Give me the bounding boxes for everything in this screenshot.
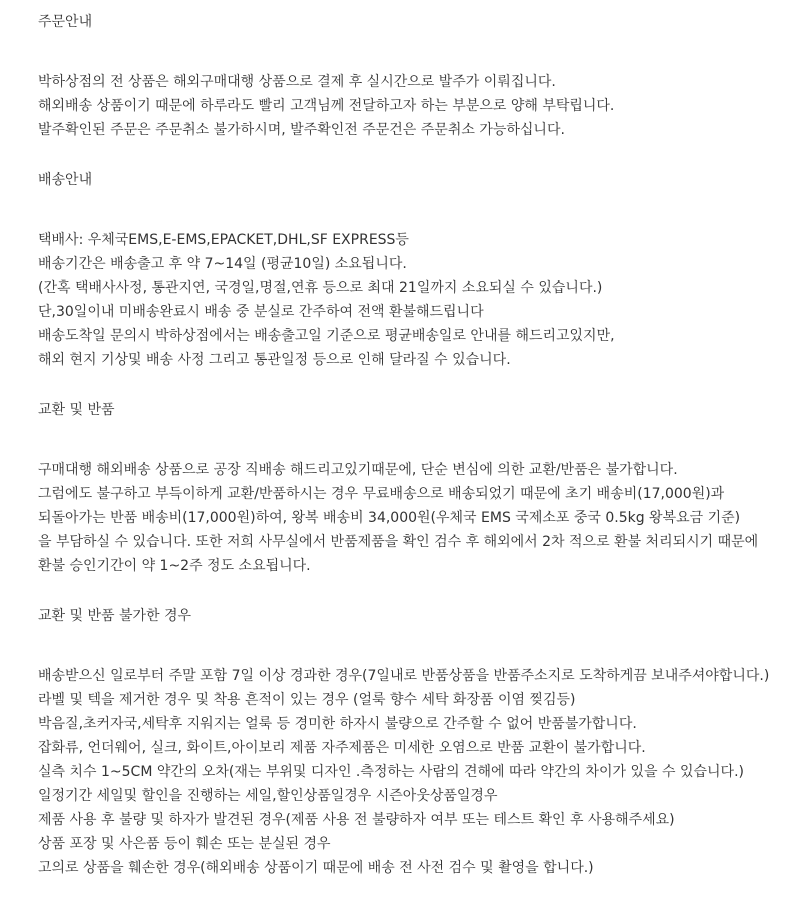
shipping-info-line: (간혹 택배사사정, 통관지연, 국경일,명절,연휴 등으로 최대 21일까지 소요되실 수 있습니다.)	[38, 280, 603, 296]
shipping-info-line: 해외 현지 기상및 배송 사정 그리고 통관일정 등으로 인해 달라질 수 있습니다.	[38, 352, 511, 368]
exchange-return-line: 그럼에도 불구하고 부득이하게 교환/반품하시는 경우 무료배송으로 배송되었기 때문에 초기 배송비(17,000원)과	[38, 486, 725, 502]
non-returnable-line: 잡화류, 언더웨어, 실크, 화이트,아이보리 제품 자주제품은 미세한 오염으로 반품 교환이 불가합니다.	[38, 740, 646, 756]
exchange-return-line: 을 부담하실 수 있습니다. 또한 저희 사무실에서 반품제품을 확인 검수 후 해외에서 2차 적으로 환불 처리되시기 때문에	[38, 534, 759, 550]
non-returnable-line: 상품 포장 및 사은품 등이 훼손 또는 분실된 경우	[38, 836, 331, 852]
exchange-return-line: 환불 승인기간이 약 1~2주 정도 소요됩니다.	[38, 558, 311, 574]
non-returnable-line: 라벨 및 텍을 제거한 경우 및 착용 흔적이 있는 경우 (얼룩 향수 세탁 화장품 이염 찢김등)	[38, 692, 576, 708]
order-info-line: 박하상점의 전 상품은 해외구매대행 상품으로 결제 후 실시간으로 발주가 이뤄집니다.	[38, 74, 556, 90]
shipping-info-list	[38, 228, 800, 372]
non-returnable-line: 실측 치수 1~5CM 약간의 오차(재는 부위및 디자인 .측정하는 사람의 견해에 따라 약간의 차이가 있을 수 있습니다.)	[38, 764, 744, 780]
section-title-exchange-return: 교환 및 반품	[38, 402, 115, 418]
order-info-list	[38, 70, 800, 142]
exchange-return-line: 되돌아가는 반품 배송비(17,000원)하여, 왕복 배송비 34,000원(우체국 EMS 국제소포 중국 0.5kg 왕복요금 기준)	[38, 510, 741, 526]
exchange-return-list	[38, 458, 800, 578]
shipping-info-line: 배송도착일 문의시 박하상점에서는 배송출고일 기준으로 평균배송일로 안내를 해드리고있지만,	[38, 328, 615, 344]
section-title-order-info: 주문안내	[38, 14, 93, 30]
section-title-non-returnable: 교환 및 반품 불가한 경우	[38, 608, 192, 624]
non-returnable-line: 제품 사용 후 불량 및 하자가 발견된 경우(제품 사용 전 불량하자 여부 또는 테스트 확인 후 사용해주세요)	[38, 812, 675, 828]
non-returnable-line: 일정기간 세일및 할인을 진행하는 세일,할인상품일경우 시즌아웃상품일경우	[38, 788, 498, 804]
exchange-return-line: 구매대행 해외배송 상품으로 공장 직배송 해드리고있기때문에, 단순 변심에 의한 교환/반품은 불가합니다.	[38, 462, 678, 478]
non-returnable-list	[38, 664, 800, 880]
non-returnable-line: 박음질,초커자국,세탁후 지워지는 얼룩 등 경미한 하자시 불량으로 간주할 수 없어 반품불가합니다.	[38, 716, 637, 732]
shipping-info-line: 택배사: 우체국EMS,E-EMS,EPACKET,DHL,SF EXPRESS등	[38, 232, 409, 248]
shipping-info-line: 단,30일이내 미배송완료시 배송 중 분실로 간주하여 전액 환불해드립니다	[38, 304, 484, 320]
non-returnable-line: 배송받으신 일로부터 주말 포함 7일 이상 경과한 경우(7일내로 반품상품을 반품주소지로 도착하게끔 보내주셔야합니다.)	[38, 668, 770, 684]
order-info-line: 해외배송 상품이기 때문에 하루라도 빨리 고객님께 전달하고자 하는 부분으로 양해 부탁립니다.	[38, 98, 615, 114]
shipping-info-line: 배송기간은 배송출고 후 약 7~14일 (평균10일) 소요됩니다.	[38, 256, 407, 272]
non-returnable-line: 고의로 상품을 훼손한 경우(해외배송 상품이기 때문에 배송 전 사전 검수 및 촬영을 합니다.)	[38, 860, 594, 876]
order-info-line: 발주확인된 주문은 주문취소 불가하시며, 발주확인전 주문건은 주문취소 가능하십니다.	[38, 122, 565, 138]
section-title-shipping-info: 배송안내	[38, 172, 93, 188]
